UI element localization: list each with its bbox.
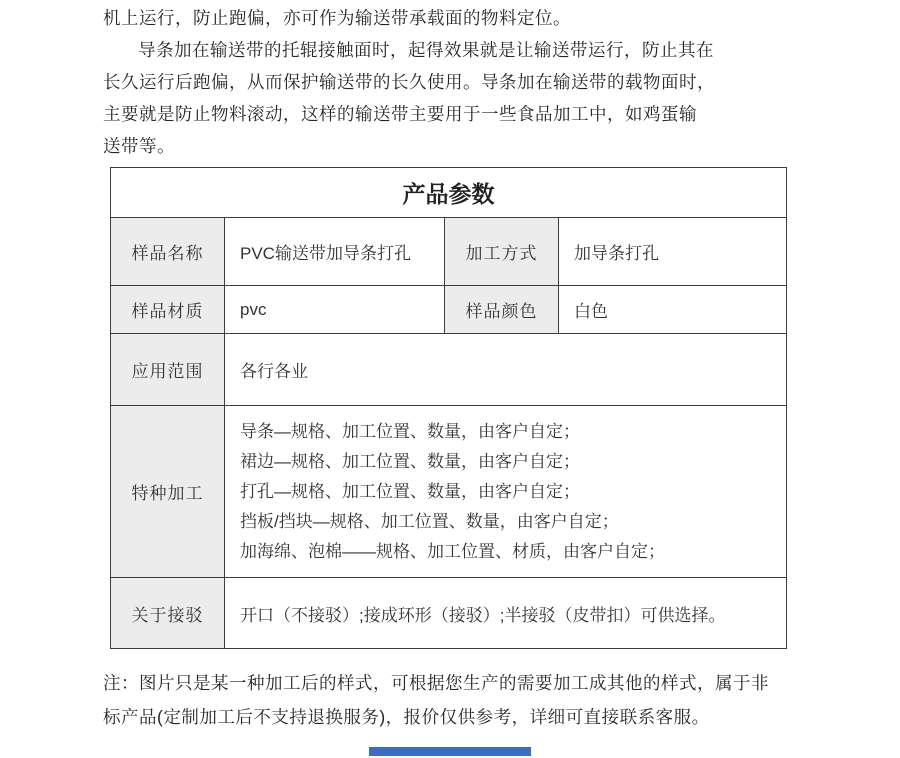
intro-line: 机上运行，防止跑偏，亦可作为输送带承载面的物料定位。 [103, 8, 571, 28]
table-row [111, 334, 787, 406]
param-label-special-processing: 特种加工 [111, 406, 225, 578]
param-label-processing-method: 加工方式 [445, 218, 559, 286]
param-label-sample-color: 样品颜色 [445, 286, 559, 334]
intro-line: 主要就是防止物料滚动，这样的输送带主要用于一些食品加工中，如鸡蛋输 [103, 104, 697, 124]
table-title-row [111, 168, 787, 218]
table-row [111, 406, 787, 578]
special-processing-line: 加海绵、泡棉——规格、加工位置、材质，由客户自定； [240, 541, 665, 561]
param-label-sample-material: 样品材质 [111, 286, 225, 334]
param-label-application-scope: 应用范围 [111, 334, 225, 406]
table-title: 产品参数 [111, 168, 787, 218]
param-value-sample-name: PVC输送带加导条打孔 [225, 218, 445, 286]
param-value-sample-material: pvc [225, 286, 445, 334]
param-value-processing-method: 加导条打孔 [559, 218, 787, 286]
param-value-sample-color: 白色 [559, 286, 787, 334]
param-value-splicing: 开口（不接驳）;接成环形（接驳）;半接驳（皮带扣）可供选择。 [225, 578, 787, 649]
param-value-special-processing [225, 406, 787, 578]
intro-paragraph [103, 2, 803, 162]
intro-line: 长久运行后跑偏，从而保护输送带的长久使用。导条加在输送带的载物面时， [103, 72, 715, 92]
special-processing-line: 打孔—规格、加工位置、数量，由客户自定； [240, 481, 580, 501]
table-row [111, 578, 787, 649]
disclaimer-note [103, 666, 813, 734]
special-processing-line: 导条—规格、加工位置、数量，由客户自定； [240, 421, 580, 441]
intro-line: 送带等。 [103, 136, 175, 156]
table-row [111, 218, 787, 286]
intro-line: 导条加在输送带的托辊接触面时，起得效果就是让输送带运行，防止其在 [138, 40, 714, 60]
note-line: 标产品(定制加工后不支持退换服务)，报价仅供参考，详细可直接联系客服。 [103, 707, 710, 727]
special-processing-line: 裙边—规格、加工位置、数量，由客户自定； [240, 451, 580, 471]
param-label-splicing: 关于接驳 [111, 578, 225, 649]
table-row [111, 286, 787, 334]
param-label-sample-name: 样品名称 [111, 218, 225, 286]
param-value-application-scope: 各行各业 [225, 334, 787, 406]
bottom-scroll-indicator [369, 747, 531, 756]
special-processing-line: 挡板/挡块—规格、加工位置、数量，由客户自定； [240, 511, 619, 531]
product-parameters-table [110, 167, 787, 649]
note-line: 注：图片只是某一种加工后的样式，可根据您生产的需要加工成其他的样式，属于非 [103, 673, 769, 693]
